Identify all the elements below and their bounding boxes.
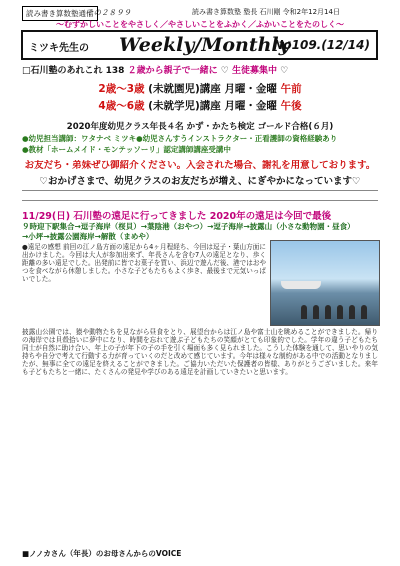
bullet-line: ●幼児担当講師：ワタナベ ミツキ●幼児さんすうインストラクター・正看護師の資格経験あり [22,134,338,143]
issue-number: その２８９９ [86,8,131,17]
news-heading [22,63,400,76]
heart-icon: ♡ [220,66,229,76]
course-row [0,81,400,96]
course-name: (未就学児)講座 [148,100,221,112]
heart-icon: ♡ [352,176,361,187]
course-day: 月曜・金曜 [224,83,277,95]
referral-thanks [0,173,400,187]
boat-shape [281,281,321,289]
voice-heading: ■ノノカさん（年長）のお母さんからのVOICE [22,549,182,558]
course-age: 4歳～6歳 [98,100,145,112]
route-line: ９時迎下駅集合→逗子海岸（桜貝）→葉陰港（おやつ）→逗子海岸→披露山（小さな動物園・昼食） [22,222,355,231]
article-body: ●遠足の感想 前回の江ノ島方面の遠足から4ヶ月程経ち、今回は逗子・葉山方面に出かけました。今回は大人が参加出来ず、年長さんを含む7人の遠足となり、歩く距離の多い遠足でした。出発前に皆でお菓子を買い、浜辺で遊んだ後、港ではおやつを食べながら休憩しました。小さな子どもたちもよく歩き、最後まで元気いっぱいでした。 [22,243,266,284]
person-shape [337,305,343,319]
banner-title: Weekly/Monthly [119,34,290,56]
banner-subtitle: ミツキ先生の [29,43,89,54]
person-shape [349,305,355,319]
slogan: ～むずかしいことをやさしく／やさしいことをふかく／ふかいことをたのしく～ [56,20,344,29]
banner-issue: No109.(12/14) [273,38,370,52]
bullet-line: ●教材「ホームメイド・モンテッソーリ」認定講師講座受講中 [22,145,231,154]
course-time: 午前 [280,83,302,95]
course-name: (未就園児)講座 [148,83,221,95]
person-shape [361,305,367,319]
newsletter-tag: 読み書き算数塾通信 [22,6,98,21]
title-banner [21,30,378,60]
person-shape [325,305,331,319]
course-age: 2歳～3歳 [98,83,145,95]
achievement-line: 2020年度幼児クラス年長４名 かず・かたち検定 ゴールド合格(６月) [66,122,334,132]
news-lead: □石川塾のあれこれ 138 [22,66,125,76]
thanks-text: おかげさまで、幼児クラスのお友だちが増え、にぎやかになっています [47,176,353,187]
instructor-info [22,133,400,155]
publisher-info: 読み書き算数塾 塾長 石川剛 令和2年12月14日 [192,8,340,16]
route-line: →小坪→披露公園海岸→解散（まめや） [22,232,154,241]
referral-notice: お友だち・弟妹ぜひ御紹介ください。入会された場合、謝礼を用意しております。 [24,160,376,171]
section-divider [22,190,378,191]
heart-icon: ♡ [39,176,48,187]
course-day: 月曜・金曜 [224,100,277,112]
article-headline: 11/29(日) 石川塾の遠足に行ってきました 2020年の遠足は今回で最後 [22,211,332,222]
article-body-continued: 披露山公園では、猿や動物たちを見ながら昼食をとり、展望台からは江ノ島や富士山を眺めることができました。帰りの海岸では貝殻拾いに夢中になり、時間を忘れて遊ぶ子どもたちの笑顔がとても印象的でした。学年の違う子どもたち同士が自然に助け合い、年上の子が年下の子の手を引く場面も多く見られました。こうした体験を通して、思いやりの気持ちや自分で考えて行動する力が育っていくのだと改めて感じています。今年は様々な制約がある中での活動となりましたが、無事に全ての遠足を終えることができました。ご協力いただいた保護者の皆様、ありがとうございました。来年も子どもたちと一緒に、たくさんの発見や学びのある遠足を計画していきたいと思います。 [22,328,378,377]
person-shape [301,305,307,319]
news-highlight: 生徒募集中 [231,66,277,76]
course-row [0,98,400,113]
section-divider [22,200,378,201]
course-time: 午後 [280,100,302,112]
news-text: ２歳から親子で一緒に [127,66,218,76]
person-shape [313,305,319,319]
excursion-photo [270,240,380,326]
heart-icon: ♡ [280,66,289,76]
